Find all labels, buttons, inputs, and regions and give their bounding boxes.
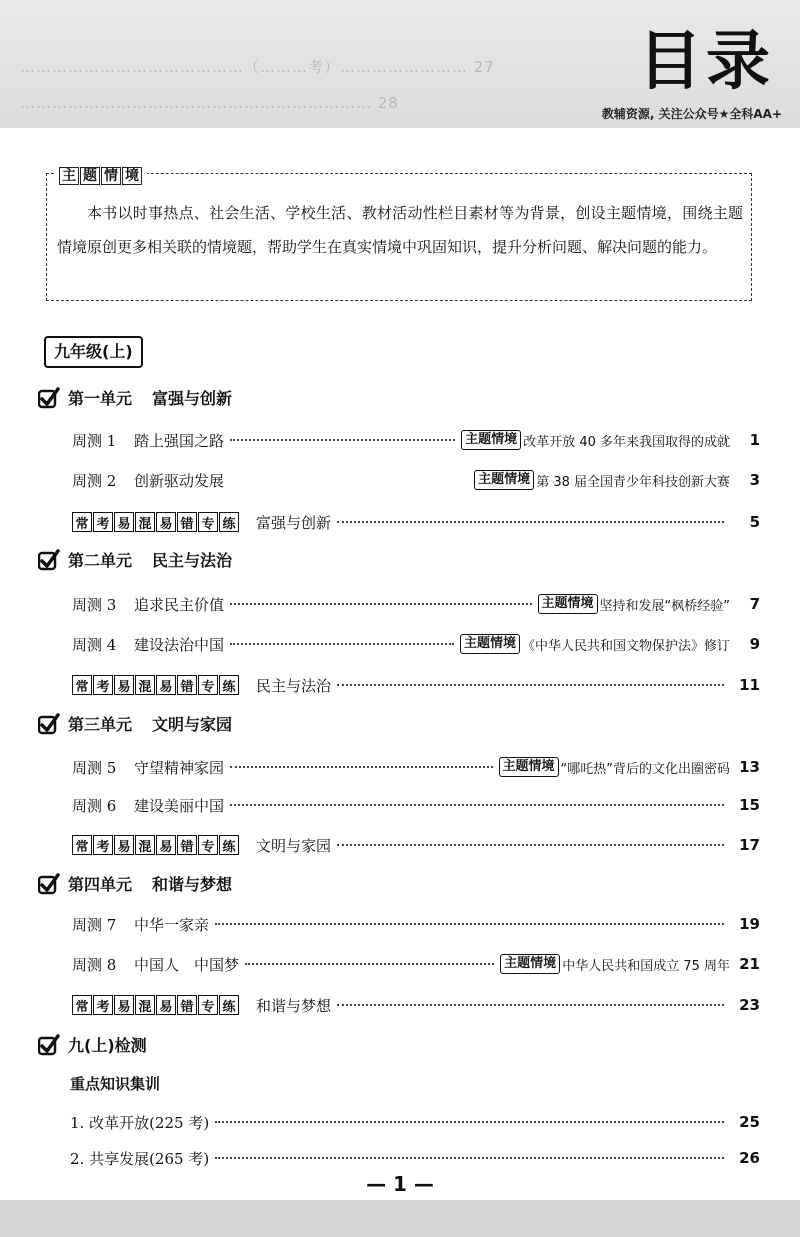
exam-subheading: 重点知识集训	[70, 1075, 161, 1093]
dot-leader	[337, 844, 724, 846]
toc-entry[interactable]: 周测 7 中华一家亲 19	[72, 915, 760, 934]
dot-leader	[215, 1157, 724, 1159]
toc-entry[interactable]: 周测 2 创新驱动发展 主题情境 第 38 届全国青少年科技创新大赛 3	[72, 471, 760, 490]
page-ref: 23	[739, 996, 760, 1014]
page-ref: 21	[739, 955, 760, 973]
page-ref: 25	[739, 1113, 760, 1131]
page-subtitle: 教辅资源, 关注公众号★全科AA+	[601, 107, 782, 121]
theme-tag: 主题情境	[500, 954, 560, 974]
dot-leader	[215, 1121, 724, 1123]
page-ref: 19	[739, 915, 760, 933]
toc-entry[interactable]: 周测 6 建设美丽中国 15	[72, 796, 760, 815]
checkbox-checked-icon	[38, 1034, 60, 1056]
checkbox-checked-icon	[38, 713, 60, 735]
drill-label: 常 考 易 混 易 错 专 练	[72, 995, 240, 1015]
dot-leader	[337, 684, 724, 686]
intro-box	[46, 168, 752, 301]
toc-entry-drill[interactable]: 常 考 易 混 易 错 专 练 民主与法治 11	[72, 673, 760, 697]
checkbox-checked-icon	[38, 387, 60, 409]
page-ref: 15	[739, 796, 760, 814]
dot-leader	[337, 1004, 724, 1006]
unit-number: 第一单元	[68, 389, 133, 408]
page-ref: 11	[739, 676, 760, 694]
intro-text: 本书以时事热点、社会生活、学校生活、教材活动性栏目素材等为背景，创设主题情境，围绕主题情境原创更多相关联的情境题，帮助学生在真实情境中巩固知识，提升分析问题、解决问题的能力。	[57, 204, 743, 256]
unit-number: 第三单元	[68, 715, 133, 734]
unit-name: 文明与家园	[152, 715, 233, 734]
toc-entry-drill[interactable]: 常 考 易 混 易 错 专 练 文明与家园 17	[72, 833, 760, 857]
dot-leader	[230, 766, 492, 768]
theme-tag: 主题情境	[460, 634, 520, 654]
drill-label: 常 考 易 混 易 错 专 练	[72, 675, 240, 695]
page-number: — 1 —	[366, 1172, 434, 1196]
bleed-through-text: ………………………………………………………… 28	[20, 94, 399, 112]
unit-heading	[38, 386, 232, 409]
unit-heading	[38, 712, 232, 735]
page-ref: 1	[749, 431, 760, 449]
intro-tag: 主 题 情 境	[55, 165, 147, 185]
page-header	[0, 0, 800, 128]
page-ref: 17	[739, 836, 760, 854]
dot-leader	[245, 963, 494, 965]
unit-number: 第四单元	[68, 875, 133, 894]
dot-leader	[337, 521, 724, 523]
exam-heading	[38, 1033, 147, 1056]
toc-entry[interactable]: 1. 改革开放(225 考) 25	[70, 1113, 760, 1132]
toc-entry-drill[interactable]: 常 考 易 混 易 错 专 练 和谐与梦想 23	[72, 993, 760, 1017]
dot-leader	[230, 603, 531, 605]
theme-tag: 主题情境	[461, 430, 521, 450]
drill-label: 常 考 易 混 易 错 专 练	[72, 835, 240, 855]
page-footer-band	[0, 1200, 800, 1237]
drill-label: 常 考 易 混 易 错 专 练	[72, 512, 240, 532]
dot-leader	[230, 439, 455, 441]
page-ref: 5	[749, 513, 760, 531]
unit-name: 和谐与梦想	[152, 875, 233, 894]
exam-title: 九(上)检测	[68, 1036, 147, 1055]
dot-leader	[230, 643, 454, 645]
toc-entry[interactable]: 周测 5 守望精神家园 主题情境 “哪吒热”背后的文化出圈密码 13	[72, 758, 760, 777]
page-ref: 3	[749, 471, 760, 489]
theme-tag: 主题情境	[538, 594, 598, 614]
unit-heading	[38, 548, 232, 571]
theme-tag: 主题情境	[474, 470, 534, 490]
page-ref: 9	[749, 635, 760, 653]
toc-entry[interactable]: 周测 4 建设法治中国 主题情境 《中华人民共和国文物保护法》修订 9	[72, 635, 760, 654]
checkbox-checked-icon	[38, 873, 60, 895]
checkbox-checked-icon	[38, 549, 60, 571]
unit-name: 富强与创新	[152, 389, 233, 408]
page-title: 目录	[638, 25, 774, 99]
unit-number: 第二单元	[68, 551, 133, 570]
theme-tag: 主题情境	[499, 757, 559, 777]
page-ref: 26	[739, 1149, 760, 1167]
toc-entry-drill[interactable]: 常 考 易 混 易 错 专 练 富强与创新 5	[72, 510, 760, 534]
dot-leader	[215, 923, 724, 925]
bleed-through-text: ……………………………………（………考）…………………… 27	[20, 58, 495, 76]
toc-entry[interactable]: 2. 共享发展(265 考) 26	[70, 1149, 760, 1168]
unit-heading	[38, 872, 232, 895]
toc-entry[interactable]: 周测 3 追求民主价值 主题情境 坚持和发展“枫桥经验” 7	[72, 595, 760, 614]
page-ref: 13	[739, 758, 760, 776]
toc-entry[interactable]: 周测 8 中国人 中国梦 主题情境 中华人民共和国成立 75 周年 21	[72, 955, 760, 974]
page-ref: 7	[749, 595, 760, 613]
toc-entry[interactable]: 周测 1 踏上强国之路 主题情境 改革开放 40 多年来我国取得的成就 1	[72, 431, 760, 450]
unit-name: 民主与法治	[152, 551, 233, 570]
dot-leader	[230, 804, 724, 806]
grade-label: 九年级(上)	[44, 336, 143, 368]
